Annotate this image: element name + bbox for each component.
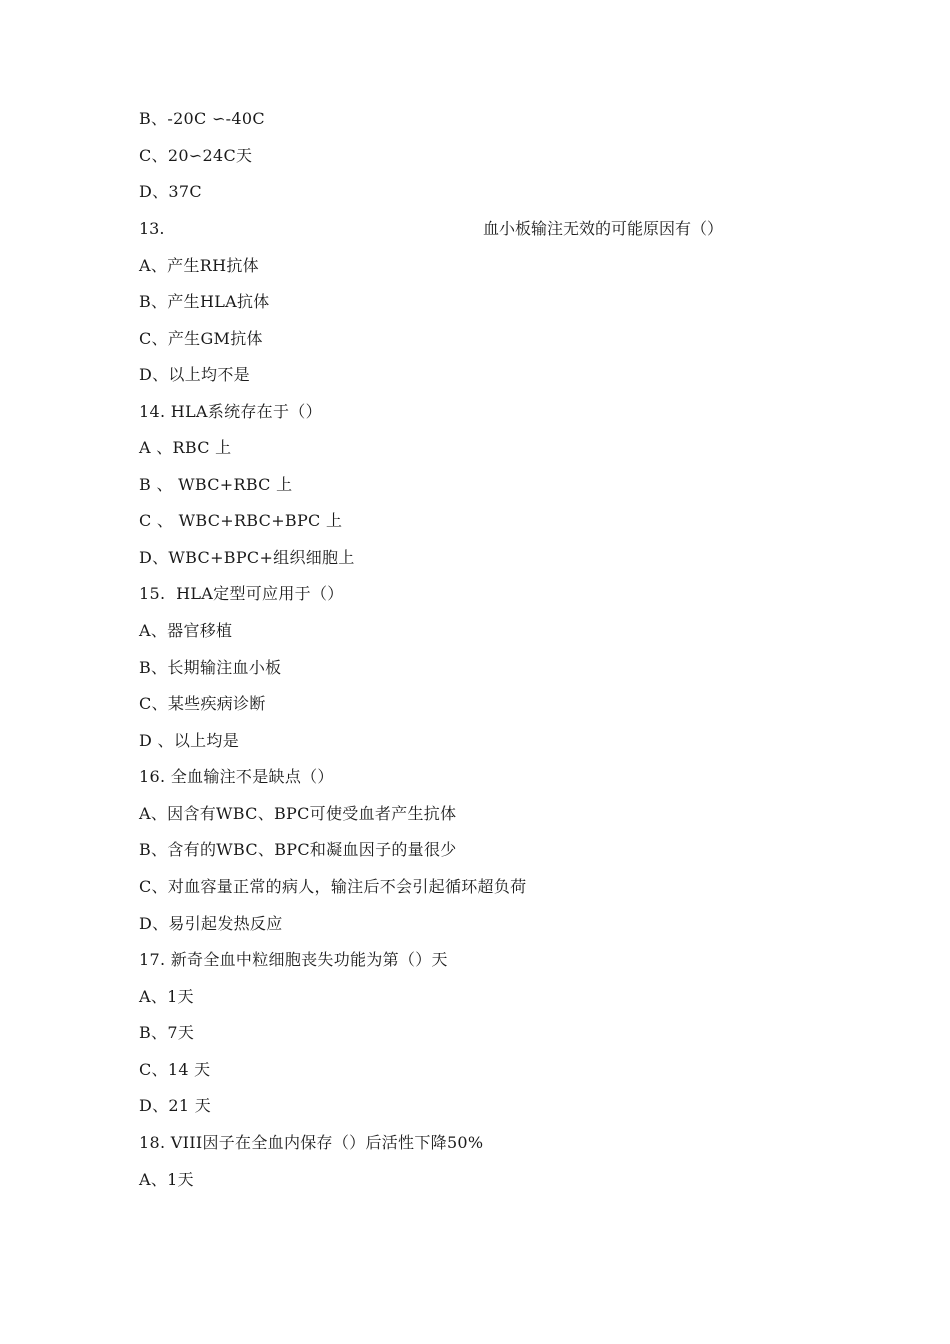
question-16: 16. 全血输注不是缺点（） xyxy=(139,767,334,786)
option-b-q13: B、产生HLA抗体 xyxy=(139,292,270,311)
option-a-q14: A 、RBC 上 xyxy=(139,438,232,457)
option-c-q16: C、对血容量正常的病人，输注后不会引起循环超负荷 xyxy=(139,877,527,896)
option-d-q13: D、以上均不是 xyxy=(139,365,250,384)
option-a-q17: A、1天 xyxy=(139,987,194,1006)
question-17: 17. 新奇全血中粒细胞丧失功能为第（）天 xyxy=(139,950,448,969)
option-c-q13: C、产生GM抗体 xyxy=(139,329,263,348)
option-d-q15: D 、以上均是 xyxy=(139,731,240,750)
option-c-q14: C 、 WBC+RBC+BPC 上 xyxy=(139,511,343,530)
option-b-q14: B 、 WBC+RBC 上 xyxy=(139,475,293,494)
option-c-q15: C、某些疾病诊断 xyxy=(139,694,266,713)
option-c-q17: C、14 天 xyxy=(139,1060,211,1079)
question-13-text: 血小板输注无效的可能原因有（） xyxy=(483,219,724,238)
option-b-q17: B、7天 xyxy=(139,1023,195,1042)
question-13-number: 13. xyxy=(139,219,165,238)
question-14: 14. HLA系统存在于（） xyxy=(139,402,322,421)
option-b-q16: B、含有的WBC、BPC和凝血因子的量很少 xyxy=(139,840,457,859)
question-18: 18. VIII因子在全血内保存（）后活性下降50% xyxy=(139,1133,484,1152)
option-d-q17: D、21 天 xyxy=(139,1096,212,1115)
option-a-q16: A、因含有WBC、BPC可使受血者产生抗体 xyxy=(139,804,457,823)
option-d-q16: D、易引起发热反应 xyxy=(139,914,283,933)
option-c-q12: C、20∽24C天 xyxy=(139,146,253,165)
option-b-q15: B、长期输注血小板 xyxy=(139,658,282,677)
option-a-q13: A、产生RH抗体 xyxy=(139,256,259,275)
option-a-q18: A、1天 xyxy=(139,1170,194,1189)
option-d-q14: D、WBC+BPC+组织细胞上 xyxy=(139,548,355,567)
question-15: 15. HLA定型可应用于（） xyxy=(139,584,344,603)
option-a-q15: A、器官移植 xyxy=(139,621,233,640)
option-b-q12: B、-20C ∽-40C xyxy=(139,109,265,128)
option-d-q12: D、37C xyxy=(139,182,202,201)
